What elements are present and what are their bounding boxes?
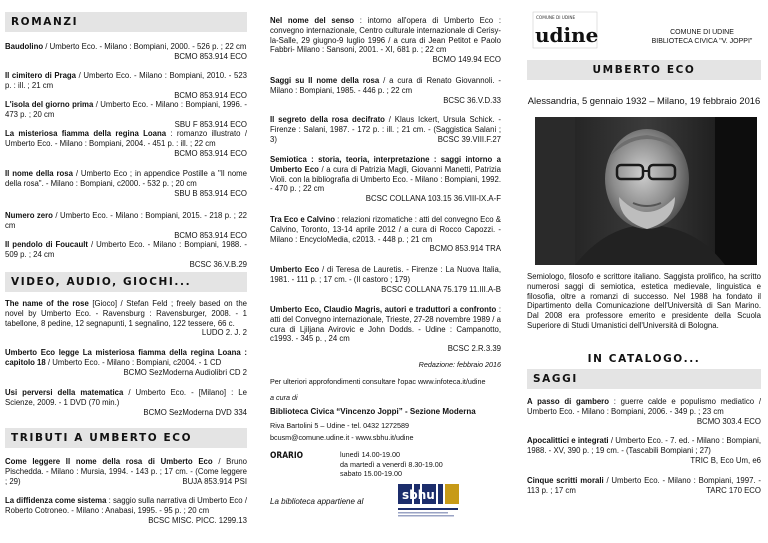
catalog-entry (270, 76, 501, 105)
catalog-entry (527, 436, 761, 465)
entry-title: Il segreto della rosa decifrato (270, 115, 385, 124)
orario-line: lunedì 14.00-19.00 (340, 450, 400, 459)
orario-line: da martedì a venerdì 8.30-19.00 (340, 459, 443, 469)
sbhu-logo-text: sbhu (402, 488, 435, 502)
call-number: BUJA 853.914 PSI (182, 476, 247, 486)
entry-title: La misteriosa fiamma della regina Loana (5, 129, 167, 138)
udine-logo (532, 6, 600, 50)
saggi-header: SAGGI (527, 369, 761, 389)
entry-title: Nel nome del senso (270, 16, 354, 25)
catalog-entry (270, 265, 501, 294)
call-number: BCMO SezModerna DVD 334 (143, 407, 247, 417)
library-contacts: bcusm@comune.udine.it - www.sbhu.it/udine (270, 433, 414, 442)
opac-note: Per ulteriori approfondimenti consultare l'opac www.infoteca.it/udine (270, 377, 486, 386)
entry-description: / Umberto Eco. - Milano : Bompiani, c2004. - 1 CD (45, 357, 222, 367)
redazione-note: Redazione: febbraio 2016 (418, 360, 501, 369)
orario-label: ORARIO (270, 450, 304, 460)
entry-description: [Gioco] / Stefan Feld ; freely based on the novel by Umberto Eco. - Ravensburg : Ravensburger, 2008. - 1 tabellone, 8 pedine, 12 segnapunti, 1 segnalino, 122 tessere, 66 c. (5, 299, 247, 328)
catalog-entry (270, 215, 501, 254)
entry-title: La diffidenza come sistema (5, 496, 107, 505)
entry-title: Numero zero (5, 211, 53, 220)
entry-title: Come leggere Il nome della rosa di Umberto Eco (5, 457, 213, 466)
entry-description: / Bruno Pischedda. - Milano : Mursia, 1994. - 143 p. ; 17 cm. - (Come leggere ; 29) (5, 457, 247, 486)
entry-title: Apocalittici e integrati (527, 436, 609, 445)
call-number: BCSC COLLANA 75.179 11.III.A-B (381, 284, 501, 294)
author-portrait-image (535, 117, 757, 265)
catalog-entry (270, 155, 501, 204)
call-number: BCMO 149.94 ECO (432, 55, 501, 65)
entry-title: L'isola del giorno prima (5, 100, 94, 109)
call-number: BCMO 853.914 ECO (174, 51, 247, 61)
entry-description: / Umberto Eco. - Milano : Bompiani, 1988. - 509 p. ; 24 cm (5, 240, 248, 259)
call-number: BCSC 36.V.B.29 (189, 259, 247, 269)
call-number: BCSC COLLANA 103.15 36.VIII-IX.A-F (365, 194, 501, 204)
catalog-entry (527, 397, 761, 426)
tributi-header: TRIBUTI A UMBERTO ECO (5, 428, 247, 448)
entry-description: / Umberto Eco. - Milano : Bompiani, 2010. - 523 p. : ill. ; 21 cm (5, 71, 247, 90)
logo-caption: COMUNE DI UDINE (536, 15, 576, 20)
entry-title: Semiotica : storia, teoria, interpretazione : saggi intorno a Umberto Eco (270, 155, 501, 174)
entry-description: : intorno all'opera di Umberto Eco : convegno internazionale, Centro culturale internazionale di Cerisy-la-Salle, 29 giugno-9 luglio 1996 / a cura di Jean Petitot e Paolo Fabbri- Milano : Sansoni, 2001. - XI, 681 p. ; 22 cm (270, 16, 501, 55)
video-header: VIDEO, AUDIO, GIOCHI... (5, 272, 247, 292)
entry-description: / Umberto Eco. - Milano : Bompiani, 1996. - 473 p. ; 20 cm (5, 100, 247, 119)
catalog-entry (5, 169, 247, 198)
left-column (5, 0, 247, 543)
entry-title: Il pendolo di Foucault (5, 240, 89, 249)
udine-logo-graphic (532, 6, 600, 50)
catalog-entry (5, 457, 247, 486)
call-number: BCMO 303.4 ECO (696, 416, 761, 426)
logo-word: udine (535, 23, 599, 47)
call-number: TRIC B, Eco Um, e6 (690, 455, 761, 465)
entry-title: Il cimitero di Praga (5, 71, 77, 80)
call-number: BCMO 853.914 ECO (174, 148, 247, 158)
entry-description: / di Teresa de Lauretis. - Firenze : La Nuova Italia, 1981. - 111 p. ; 17 cm. - (Il castoro ; 179) (270, 265, 501, 284)
entry-title: Umberto Eco (270, 265, 320, 274)
catalog-entry (5, 71, 247, 100)
entry-title: Umberto Eco legge La misteriosa fiamma della regina Loana : capitolo 18 (5, 348, 247, 367)
entry-title: A passo di gambero (527, 397, 609, 406)
entry-description: / Umberto Eco. - Milano : Bompiani, 2000. - 526 p. ; 22 cm (43, 42, 247, 51)
catalogo-heading: IN CATALOGO... (587, 353, 701, 365)
entry-title: The name of the rose (5, 299, 89, 308)
call-number: TARC 170 ECO (706, 485, 761, 495)
catalog-entry (5, 211, 247, 240)
call-number: BCSC 36.V.D.33 (443, 95, 501, 105)
call-number: SBU B 853.914 ECO (174, 188, 247, 198)
catalog-entry (270, 115, 501, 144)
entry-title: Il nome della rosa (5, 169, 73, 178)
call-number: BCSC MISC. PICC. 1299.13 (148, 515, 247, 525)
orario-line: sabato 15.00-19.00 (340, 469, 402, 479)
author-header: UMBERTO ECO (527, 60, 761, 80)
entry-description: / Umberto Eco. - Milano : Bompiani, 1997. - 113 p. ; 17 cm (527, 476, 762, 495)
entry-title: Saggi su Il nome della rosa (270, 76, 380, 85)
call-number: BCMO 853.914 TRA (429, 244, 501, 254)
entry-description: : saggio sulla narrativa di Umberto Eco / Roberto Cotroneo. - Milano : Anabasi, 1995. - 95 p. ; 20 cm (5, 496, 247, 515)
sbhu-logo (396, 480, 472, 524)
catalog-entry (5, 240, 247, 269)
call-number: BCSC 39.VIII.F.27 (437, 134, 501, 144)
sbhu-logo-graphic (396, 480, 472, 524)
middle-column (270, 0, 501, 543)
library-heading (643, 28, 761, 46)
network-note: La biblioteca appartiene al (270, 497, 364, 506)
orario-lines (340, 450, 443, 479)
catalog-entry (527, 476, 761, 496)
call-number: BCMO SezModerna Audiolibri CD 2 (123, 367, 247, 377)
romanzi-header: ROMANZI (5, 12, 247, 32)
catalog-entry (5, 496, 247, 525)
entry-description: / a cura di Renato Giovannoli. - Milano : Bompiani, 1985. - 446 p. ; 22 cm (270, 76, 501, 95)
catalog-entry (5, 42, 247, 62)
author-portrait (535, 117, 757, 265)
catalog-entry (5, 299, 247, 338)
library-line: COMUNE DI UDINE (670, 29, 734, 36)
entry-description: / Umberto Eco. - Milano : Bompiani, 2015. - 218 p. ; 22 cm (5, 211, 247, 230)
entry-title: Usi perversi della matematica (5, 388, 124, 397)
entry-description: : romanzo illustrato / Umberto Eco. - Milano : Bompiani, 2004. - 451 p. : ill. ; 22 cm (5, 129, 247, 148)
catalog-entry (5, 129, 247, 158)
library-name: Biblioteca Civica “Vincenzo Joppi” - Sezione Moderna (270, 407, 476, 416)
entry-description: : relazioni rizomatiche : atti del convegno Eco & Calvino, Toronto, 13-14 aprile 2012 / a cura di Rocco Capozzi. - Milano : EncycloMedia, c2013. - 448 p. ; 21 cm (270, 215, 501, 244)
entry-description: / Klaus Ickert, Ursula Schick. - Firenze : Salani, 1987. - 172 p. : ill. ; 21 cm. - (Saggistica Salani ; 3) (270, 115, 501, 144)
call-number: BCMO 853.914 ECO (174, 90, 247, 100)
catalog-entry (5, 100, 247, 129)
entry-description: : atti del Convegno internazionale, Trieste, 27-28 novembre 1989 / a cura di Ljiljana Avirovic e John Dodds. - Udine : Campanotto, c1993. - 345 p. , 24 cm (270, 305, 501, 344)
a-cura-di-label: a cura di (270, 393, 298, 402)
library-line: BIBLIOTECA CIVICA "V. JOPPI" (651, 38, 753, 45)
catalog-entry (270, 305, 501, 354)
entry-description: : guerre calde e populismo mediatico / Umberto Eco. - Milano : Bompiani, 2006. - 349 p. ; 23 cm (527, 397, 761, 416)
entry-description: / a cura di Patrizia Magli, Giovanni Manetti, Patrizia Violi. con la bibliografia di Umberto Eco. - Milano : Bompiani, 1992. - 470 p. ; 22 cm (270, 164, 501, 194)
entry-title: Umberto Eco, Claudio Magris, autori e traduttori a confronto (270, 305, 497, 314)
author-dates: Alessandria, 5 gennaio 1932 – Milano, 19 febbraio 2016 (527, 95, 761, 106)
right-column (527, 0, 761, 543)
call-number: SBU F 853.914 ECO (174, 119, 247, 129)
call-number: BCMO 853.914 ECO (174, 230, 247, 240)
entry-title: Tra Eco e Calvino (270, 215, 335, 224)
entry-description: / Umberto Eco. - 7. ed. - Milano : Bompiani, 1988. - XV, 390 p. ; 19 cm. - (Tascabili Bompiani ; 27) (527, 436, 762, 455)
call-number: LUDO 2. J. 2 (201, 328, 247, 338)
catalog-entry (5, 348, 247, 377)
catalog-entry (5, 388, 247, 417)
entry-title: Baudolino (5, 42, 44, 51)
library-address: Riva Bartolini 5 – Udine - tel. 0432 1272589 (270, 421, 410, 430)
entry-description: / Umberto Eco ; in appendice Postille a "Il nome della rosa". - Milano : Bompiani, c2000. - 532 p. ; 20 cm (5, 169, 247, 188)
entry-title: Cinque scritti morali (527, 476, 604, 485)
entry-description: / Umberto Eco. - [Milano] : Le Scienze, 2009. - 1 DVD (70 min.) (5, 388, 247, 407)
catalog-entry (270, 16, 501, 65)
author-biography: Semiologo, filosofo e scrittore italiano. Saggista prolifico, ha scritto numerosi saggi di semiotica, estetica medievale, linguistica e filosofia, oltre a romanzi di successo. Nel 1988 ha fondato il Dipartimento della Comunicazione dell'Università di San Marino. Dal 2008 era professore emerito e presidente della Scuola Superiore di Studi Umanistici dell'Università di Bologna. (527, 272, 761, 330)
call-number: BCSC 2.R.3.39 (447, 344, 501, 354)
